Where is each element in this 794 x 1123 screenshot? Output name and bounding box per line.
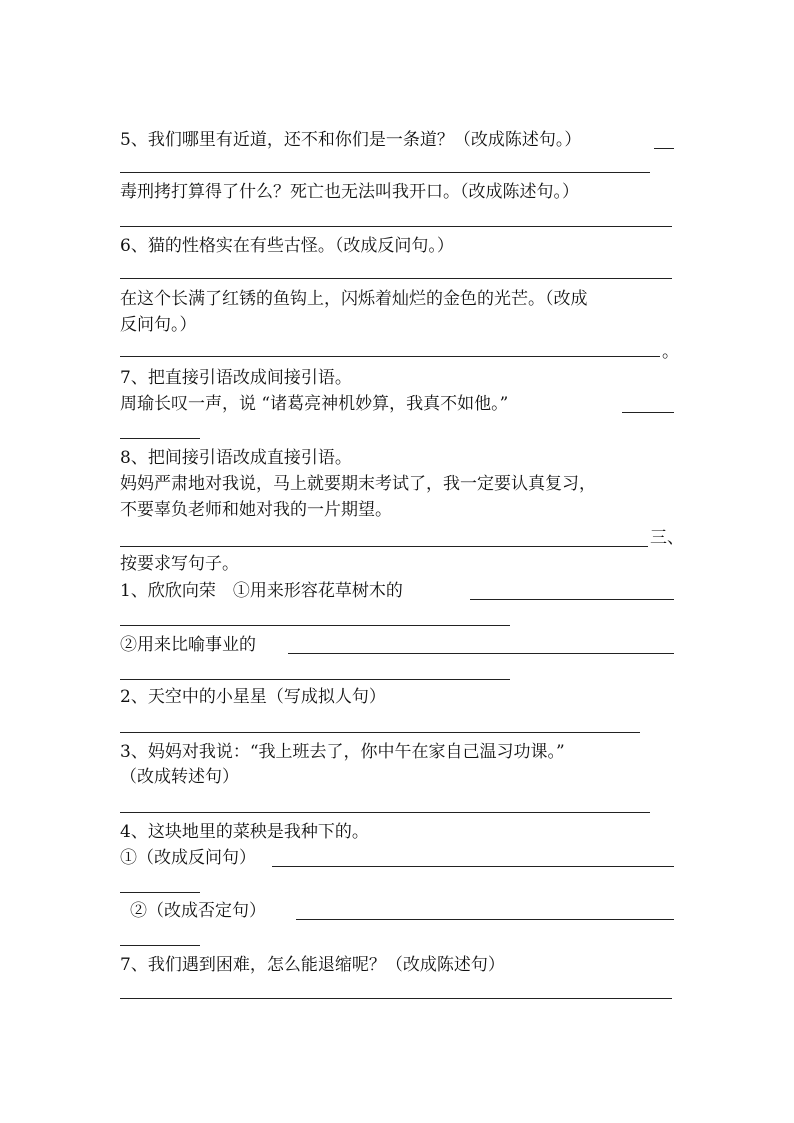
answer-blank[interactable] (120, 278, 672, 279)
question-8-line2: 不要辜负老师和她对我的一片期望。 (120, 500, 392, 520)
question-5a: 5、我们哪里有近道，还不和你们是一条道？（改成陈述句。） (120, 130, 582, 150)
item-1: 1、欣欣向荣 ①用来形容花草树木的 (120, 581, 403, 601)
section-3-title: 按要求写句子。 (120, 554, 239, 574)
answer-blank[interactable] (120, 679, 510, 680)
item-2: 2、天空中的小星星（写成拟人句） (120, 687, 386, 707)
answer-blank[interactable] (120, 625, 510, 626)
question-6a: 6、猫的性格实在有些古怪。（改成反问句。） (120, 236, 454, 256)
answer-blank[interactable] (120, 356, 660, 357)
period-mark: 。 (662, 342, 679, 362)
item-3-line1: 3、妈妈对我说：“我上班去了，你中午在家自己温习功课。” (120, 742, 565, 762)
question-6b-line1: 在这个长满了红锈的鱼钩上，闪烁着灿烂的金色的光芒。（改成 (120, 289, 588, 309)
answer-blank[interactable] (470, 599, 674, 600)
answer-blank[interactable] (296, 919, 674, 920)
answer-blank[interactable] (654, 148, 674, 149)
item-4a: ①（改成反问句） (120, 848, 256, 868)
item-1b: ②用来比喻事业的 (120, 635, 256, 655)
item-4: 4、这块地里的菜秧是我种下的。 (120, 822, 369, 842)
answer-blank[interactable] (120, 892, 200, 893)
question-7-text: 周瑜长叹一声，说 “诸葛亮神机妙算，我真不如他。” (120, 394, 509, 414)
question-5b: 毒刑拷打算得了什么？死亡也无法叫我开口。（改成陈述句。） (120, 182, 579, 202)
question-6b-line2: 反问句。） (120, 315, 197, 335)
question-8-line1: 妈妈严肃地对我说，马上就要期末考试了，我一定要认真复习， (120, 474, 596, 494)
answer-blank[interactable] (272, 866, 674, 867)
answer-blank[interactable] (120, 812, 650, 813)
item-4b: ②（改成否定句） (130, 901, 266, 921)
question-8-title: 8、把间接引语改成直接引语。 (120, 448, 352, 468)
item-3-line2: （改成转述句） (120, 767, 239, 787)
answer-blank[interactable] (288, 653, 674, 654)
answer-blank[interactable] (120, 546, 648, 547)
answer-blank[interactable] (622, 412, 674, 413)
answer-blank[interactable] (120, 226, 672, 227)
answer-blank[interactable] (120, 945, 200, 946)
section-3-prefix: 三、 (650, 528, 684, 548)
answer-blank[interactable] (120, 438, 200, 439)
item-7: 7、我们遇到困难，怎么能退缩呢？（改成陈述句） (120, 955, 505, 975)
answer-blank[interactable] (120, 172, 650, 173)
answer-blank[interactable] (120, 732, 640, 733)
question-7-title: 7、把直接引语改成间接引语。 (120, 368, 352, 388)
answer-blank[interactable] (120, 998, 672, 999)
